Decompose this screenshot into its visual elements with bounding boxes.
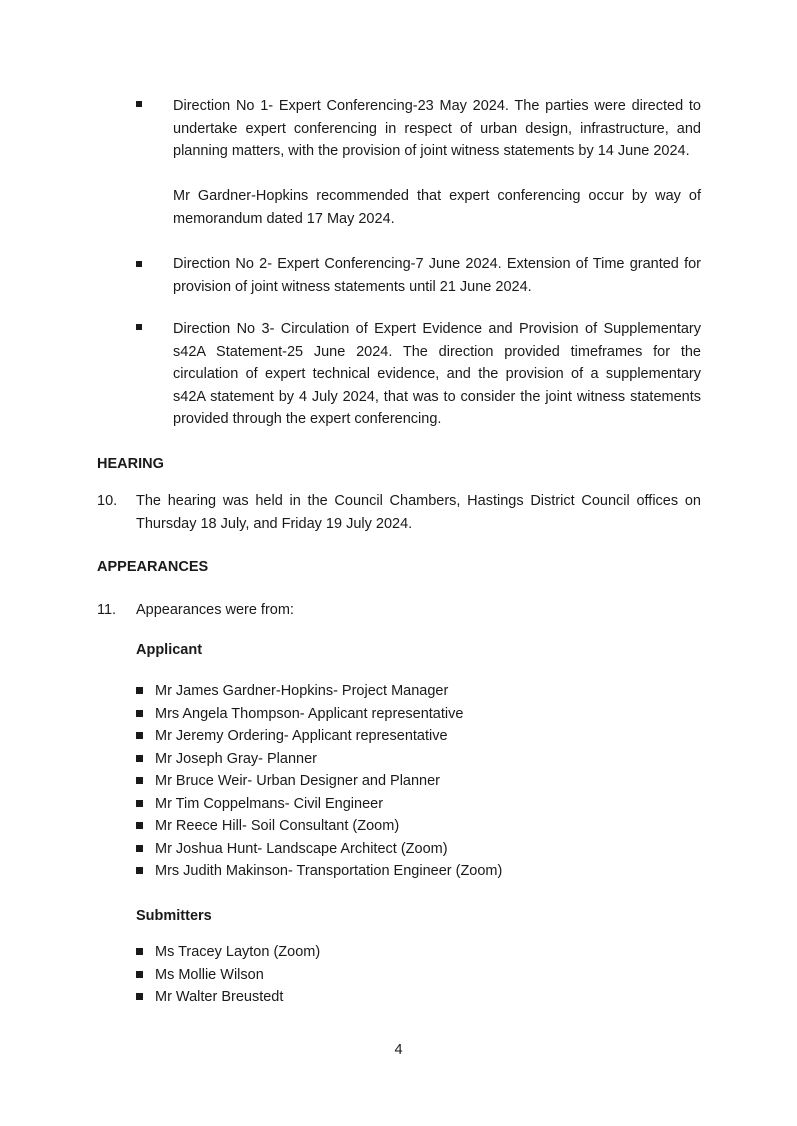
- list-item: [136, 815, 502, 838]
- bullet-icon: [136, 845, 143, 852]
- list-item-text: Mr Reece Hill- Soil Consultant (Zoom): [155, 818, 400, 834]
- list-item-text: Ms Mollie Wilson: [155, 966, 264, 983]
- list-item: [136, 725, 502, 748]
- direction-3-text: Direction No 3- Circulation of Expert Evidence and Provision of Supplementary s42A Statement-25 June 2024. The direction provided timeframes for the circulation of expert technical evidence, and the provision of a supplementary s42A statement by 4 July 2024, that was to consider the joint witness statements provided through the expert conferencing.: [173, 321, 701, 427]
- bullet-icon: [136, 800, 143, 807]
- list-item: [136, 680, 502, 703]
- bullet-icon: [136, 993, 143, 1000]
- direction-2-text: Direction No 2- Expert Conferencing-7 June 2024. Extension of Time granted for provision of joint witness statements until 21 June 2024.: [173, 256, 701, 295]
- bullet-icon: [136, 777, 143, 784]
- paragraph-11-text: Appearances were from:: [136, 602, 294, 618]
- appearances-heading: APPEARANCES: [97, 559, 209, 575]
- list-item-text: Mr Joshua Hunt- Landscape Architect (Zoom): [155, 840, 448, 857]
- list-item: [136, 748, 502, 771]
- list-item-text: Ms Tracey Layton (Zoom): [155, 944, 321, 960]
- bullet-icon: [136, 710, 143, 717]
- list-item-text: Mrs Judith Makinson- Transportation Engineer (Zoom): [155, 863, 503, 879]
- direction-1-bullet: [136, 101, 142, 107]
- direction-3-bullet: [136, 324, 142, 330]
- paragraph-11-number: 11.: [97, 602, 117, 618]
- submitters-list: [136, 941, 320, 1009]
- list-item: [136, 793, 502, 816]
- applicant-heading: Applicant: [136, 642, 203, 658]
- bullet-icon: [136, 867, 143, 874]
- direction-2-bullet: [136, 261, 142, 267]
- list-item: [136, 838, 502, 861]
- list-item-text: Mr Bruce Weir- Urban Designer and Planner: [155, 773, 441, 789]
- list-item: [136, 986, 320, 1009]
- direction-1-text: Direction No 1- Expert Conferencing-23 May 2024. The parties were directed to undertake expert conferencing in respect of urban design, infrastructure, and planning matters, with the provision of joint witness statements by 14 June 2024.: [173, 98, 701, 159]
- list-item: [136, 770, 502, 793]
- list-item-text: Mr James Gardner-Hopkins- Project Manager: [155, 683, 449, 699]
- bullet-icon: [136, 822, 143, 829]
- bullet-icon: [136, 687, 143, 694]
- list-item: [136, 703, 502, 726]
- bullet-icon: [136, 948, 143, 955]
- direction-1-note: Mr Gardner-Hopkins recommended that expert conferencing occur by way of memorandum dated 17 May 2024.: [173, 188, 701, 227]
- applicant-list: [136, 680, 502, 883]
- bullet-icon: [136, 755, 143, 762]
- list-item-text: Mr Jeremy Ordering- Applicant representative: [155, 728, 448, 744]
- list-item: [136, 860, 502, 883]
- paragraph-10-text: The hearing was held in the Council Chambers, Hastings District Council offices on Thursday 18 July, and Friday 19 July 2024.: [136, 493, 701, 532]
- list-item: [136, 964, 320, 987]
- page-number: 4: [394, 1042, 403, 1058]
- paragraph-10-number: 10.: [97, 493, 118, 509]
- bullet-icon: [136, 732, 143, 739]
- list-item-text: Mr Tim Coppelmans- Civil Engineer: [155, 795, 384, 812]
- submitters-heading: Submitters: [136, 908, 212, 924]
- list-item-text: Mr Walter Breustedt: [155, 989, 284, 1005]
- list-item-text: Mr Joseph Gray- Planner: [155, 750, 317, 767]
- hearing-heading: HEARING: [97, 456, 164, 472]
- list-item-text: Mrs Angela Thompson- Applicant representative: [155, 705, 464, 722]
- bullet-icon: [136, 971, 143, 978]
- list-item: [136, 941, 320, 964]
